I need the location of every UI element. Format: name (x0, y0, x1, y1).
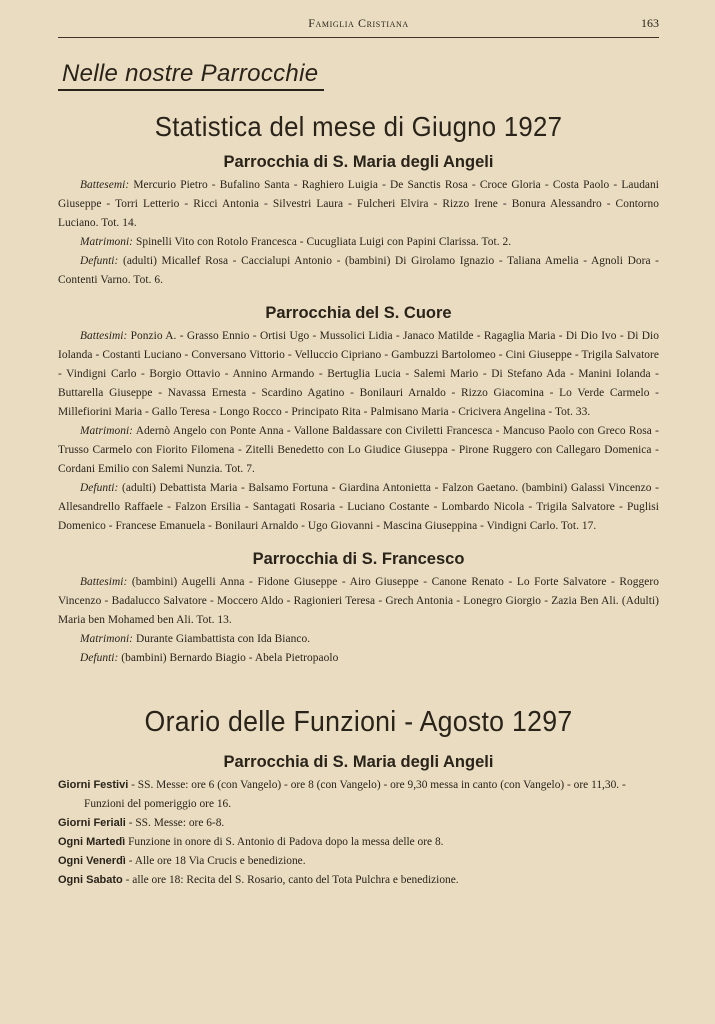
register-entry (58, 630, 659, 649)
entry-label: Battesimi: (80, 576, 128, 588)
running-header (58, 0, 659, 36)
entry-label: Matrimoni: (80, 425, 134, 437)
schedule-text: - Alle ore 18 Via Crucis e benedizione. (125, 855, 306, 867)
entry-text: Adernò Angelo con Ponte Anna - Vallone Baldassare con Civiletti Francesca - Mancuso Paolo con Greco Rosa - Trusso Carmelo con Fiorito Filomena - Zitelli Benedetto con Lo Giudice Giuseppa - Pirone Ruggero con Callegaro Domenica - Cordani Emilio con Salemi Nunzia. Tot. 7. (58, 425, 659, 475)
schedule-row (58, 833, 659, 852)
schedule-label: Ogni Sabato (58, 874, 123, 886)
parish-heading: Parrocchia del S. Cuore (265, 304, 452, 322)
schedule-row (58, 776, 659, 814)
entry-label: Matrimoni: (80, 236, 134, 248)
register-entry (58, 327, 659, 422)
register-entry (58, 176, 659, 233)
schedule-text: - alle ore 18: Recita del S. Rosario, canto del Tota Pulchra e benedizione. (122, 874, 459, 886)
register-entry (58, 233, 659, 252)
schedule-row (58, 814, 659, 833)
entry-text: (adulti) Micallef Rosa - Caccialupi Antonio - (bambini) Di Girolamo Ignazio - Taliana Amelia - Agnoli Dora - Contenti Varno. Tot. 6. (58, 255, 659, 286)
entry-label: Defunti: (80, 482, 119, 494)
entry-label: Defunti: (80, 652, 119, 664)
running-title: Famiglia Cristiana (308, 16, 409, 30)
statistics-heading: Statistica del mese di Giugno 1927 (154, 111, 563, 142)
header-rule (58, 37, 659, 38)
section-title: Nelle nostre Parrocchie (58, 60, 324, 91)
register-entry (58, 422, 659, 479)
entry-text: (adulti) Debattista Maria - Balsamo Fortuna - Giardina Antonietta - Falzon Gaetano. (bambini) Galassi Vincenzo - Allesandrello Raffaele - Falzon Ersilia - Santagati Rosaria - Luciano Costante - Lombardo Nicola - Trigila Salvatore - Puglisi Domenico - Francese Emanuela - Bonilauri Arnaldo - Ugo Giovanni - Mascina Giuseppina - Vindigni Carlo. Tot. 17. (58, 482, 659, 532)
entry-label: Defunti: (80, 255, 119, 267)
entry-text: (bambini) Augelli Anna - Fidone Giuseppe - Airo Giuseppe - Canone Renato - Lo Forte Salvatore - Roggero Vincenzo - Badalucco Salvatore - Moccero Aldo - Ragionieri Teresa - Grech Antonia - Lonegro Giorgio - Zazia Ben Ali. (Adulti) Maria ben Mohamed ben Ali. Tot. 13. (58, 576, 659, 626)
schedule-label: Ogni Venerdì (58, 855, 126, 867)
parish-heading: Parrocchia di S. Francesco (252, 550, 465, 568)
schedule-list (58, 776, 659, 890)
entry-text: Spinelli Vito con Rotolo Francesca - Cucugliata Luigi con Papini Clarissa. Tot. 2. (135, 236, 512, 248)
register-entry (58, 573, 659, 630)
entry-text: (bambini) Bernardo Biagio - Abela Pietropaolo (121, 652, 339, 664)
schedule-label: Ogni Martedì (58, 836, 126, 848)
register-entry (58, 479, 659, 536)
schedule-row (58, 852, 659, 871)
schedule-text: - SS. Messe: ore 6-8. (125, 817, 225, 829)
register-entry (58, 649, 659, 668)
schedule-heading: Orario delle Funzioni - Agosto 1297 (144, 706, 573, 738)
schedule-label: Giorni Feriali (58, 817, 126, 829)
parish-heading: Parrocchia di S. Maria degli Angeli (223, 153, 494, 171)
schedule-text: Funzione in onore di S. Antonio di Padova dopo la messa delle ore 8. (125, 836, 444, 848)
entry-text: Mercurio Pietro - Bufalino Santa - Raghiero Luigia - De Sanctis Rosa - Croce Gloria - Costa Paolo - Laudani Giuseppe - Torri Letterio - Ricci Antonia - Silvestri Laura - Fulcheri Elvira - Rizzo Irene - Bonura Alessandro - Contorno Luciano. Tot. 14. (58, 179, 660, 229)
entry-text: Durante Giambattista con Ida Bianco. (135, 633, 311, 645)
entry-label: Matrimoni: (80, 633, 134, 645)
page-number: 163 (641, 16, 659, 30)
schedule-label: Giorni Festivi (58, 779, 129, 791)
entry-label: Battesimi: (80, 330, 128, 342)
entry-text: Ponzio A. - Grasso Ennio - Ortisi Ugo - Mussolici Lidia - Janaco Matilde - Ragaglia Maria - Di Dio Ivo - Di Dio Iolanda - Costanti Luciano - Conversano Vittorio - Velluccio Cipriano - Gambuzzi Bartolomeo - Cini Giuseppe - Trigila Salvatore - Vindigni Carlo - Borgio Ottavio - Annino Armando - Bertuglia Lucia - Salemi Mario - Di Stefano Ada - Manini Iolanda - Buttarella Giuseppe - Navassa Ernesta - Scardino Agatino - Bonilauri Arnaldo - Rizzo Giacomina - Lo Verde Carmelo - Millefiorini Maria - Gallo Teresa - Longo Rocco - Principato Rita - Palmisano Maria - Cricivera Angelina - Tot. 33. (58, 330, 659, 418)
register-entry (58, 252, 659, 290)
schedule-row (58, 871, 659, 890)
schedule-parish-heading: Parrocchia di S. Maria degli Angeli (223, 753, 494, 771)
schedule-text: - SS. Messe: ore 6 (con Vangelo) - ore 8 (con Vangelo) - ore 9,30 messa in canto (con Vangelo) - ore 11,30. - Funzioni del pomeriggio ore 16. (84, 779, 626, 810)
entry-label: Battesemi: (80, 179, 130, 191)
